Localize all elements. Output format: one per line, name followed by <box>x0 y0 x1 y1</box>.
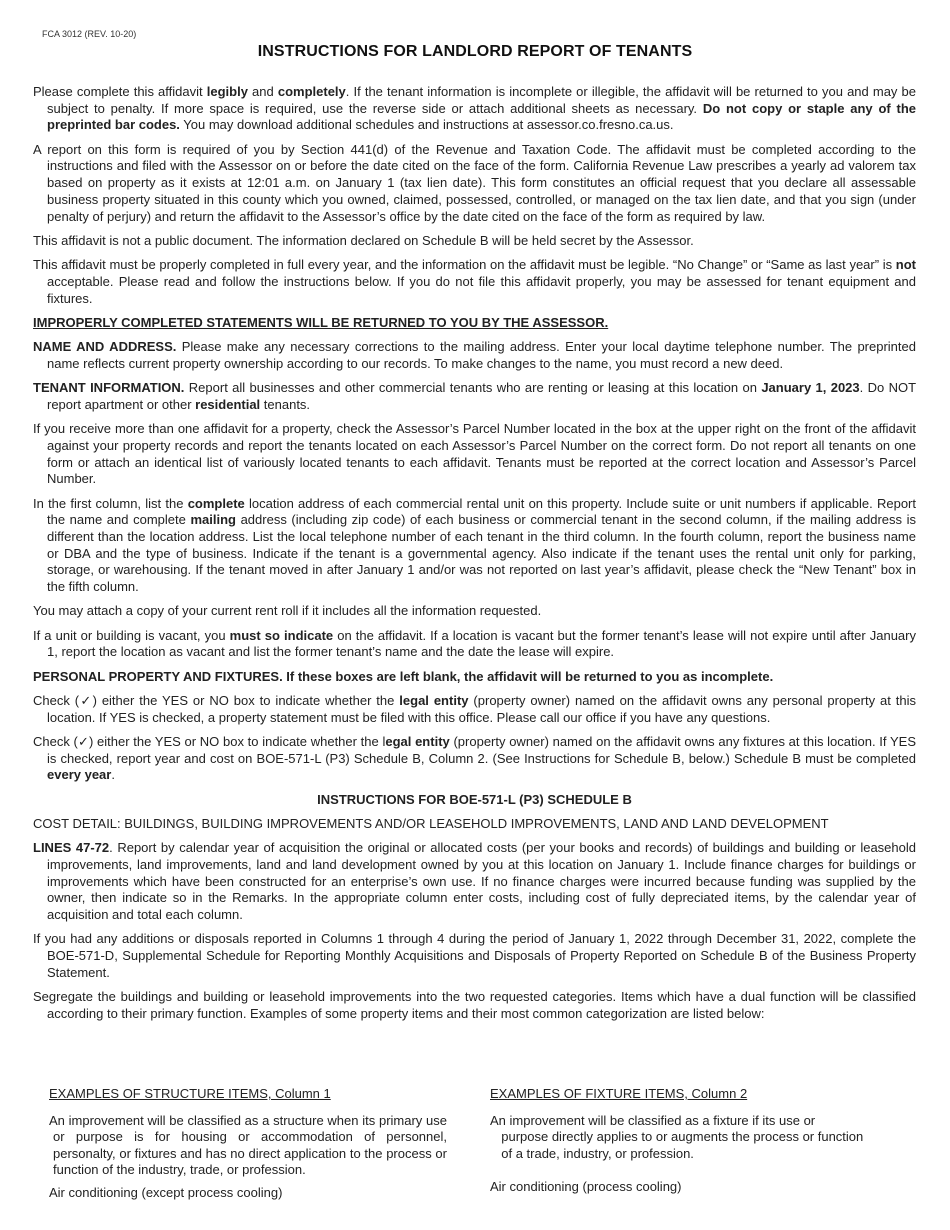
page-title: INSTRUCTIONS FOR LANDLORD REPORT OF TENANTS <box>257 43 693 60</box>
paragraph-tenant-information: TENANT INFORMATION. Report all businesses and other commercial tenants who are renting or leasing at this location on January 1, 2023. Do NOT report apartment or other residential tenants. <box>33 380 917 412</box>
paragraph-columns: In the first column, list the complete location address of each commercial rental unit on this property. Include suite or unit numbers if applicable. Report the name and complete mailing address (including zip code) of each business or commercial tenant in the second column, if the mailing address is different than the location address. List the local telephone number of each tenant in the third column. In the fourth column, report the business name or DBA and the type of business. Indicate if the tenant is a governmental agency. Also indicate if the tenant uses the rental unit only for parking, storage, or warehousing. If the tenant moved in after January 1 and/or was not reported on last year’s affidavit, please check the “New Tenant” box in the fifth column. <box>33 495 916 595</box>
paragraph-lines-47-72: LINES 47-72. Report by calendar year of acquisition the original or allocated costs (per your books and records) of buildings and building or leasehold improvements, land improvements, land and land development owned by you at this location on January 1. Include finance charges for buildings or improvements which have been constructed for an enterprise’s own use. If no finance charges were incurred because funding was supplied by the owner, then indicate so in the Remarks. In the appropriate column enter costs, including cost of fully depreciated items, by the calendar year of acquisition and total each column. <box>33 840 916 923</box>
paragraph-check-fixtures: Check (✓) either the YES or NO box to indicate whether the legal entity (property owner) named on the affidavit owns any fixtures at this location. If YES is checked, report year and cost on BOE-571-L (P3) Schedule B, Column 2. (See Instructions for Schedule B, below.) Schedule B must be completed every year. <box>33 733 917 783</box>
warning-heading: IMPROPERLY COMPLETED STATEMENTS WILL BE RETURNED TO YOU BY THE ASSESSOR. <box>33 314 609 330</box>
schedule-b-heading: INSTRUCTIONS FOR BOE-571-L (P3) SCHEDULE B <box>317 791 632 807</box>
instructions-body <box>33 84 916 1030</box>
personal-property-heading: PERSONAL PROPERTY AND FIXTURES. If these boxes are left blank, the affidavit will be returned to you as incomplete. <box>33 668 774 684</box>
fixture-items-column <box>490 1086 895 1196</box>
fixture-items-description: An improvement will be classified as a fixture if its use or purpose directly applies to or augments the process or function of a trade, industry, or profession. <box>490 1112 864 1161</box>
paragraph-segregate: Segregate the buildings and building or leasehold improvements into the two requested categories. Items which have a dual function will be classified according to their primary function. Examples of some property items and their most common categorization are listed below: <box>33 989 916 1021</box>
structure-example-item: Air conditioning (except process cooling) <box>49 1184 283 1200</box>
structure-items-heading: EXAMPLES OF STRUCTURE ITEMS, Column 1 <box>49 1086 331 1101</box>
paragraph-name-address: NAME AND ADDRESS. Please make any necessary corrections to the mailing address. Enter your local daytime telephone number. The preprinted name reflects current property ownership according to our records. To make changes to the name, you must record a new deed. <box>33 339 916 371</box>
paragraph-legal-requirement: A report on this form is required of you by Section 441(d) of the Revenue and Taxation Code. The affidavit must be completed according to the instructions and filed with the Assessor on or before the date cited on the face of the form. California Revenue Law prescribes a yearly ad valorem tax based on property as it exists at 12:01 a.m. on January 1 (tax lien date). This form constitutes an official request that you declare all assessable business property situated in this county which you owned, claimed, possessed, controlled, or managed on the tax lien date, and that you sign (under penalty of perjury) and return the affidavit to the Assessor’s office by the date cited on the face of the form as required by law. <box>33 141 916 224</box>
structure-items-column <box>49 1086 447 1201</box>
paragraph-multiple-affidavits: If you receive more than one affidavit for a property, check the Assessor’s Parcel Number located in the box at the upper right on the front of the affidavit against your property records and report the tenants located on each Assessor’s Parcel Number on the correct form. Do not report all tenants on one form or attach an identical list of variously located tenants to each affidavit. Tenants must be reported at the correct location and Assessor’s Parcel Number. <box>33 421 916 487</box>
paragraph-check-personal-property: Check (✓) either the YES or NO box to indicate whether the legal entity (property owner) named on the affidavit owns any personal property at this location. If YES is checked, a property statement must be filed with this office. Please call our office if you have any questions. <box>33 692 916 725</box>
paragraph-every-year: This affidavit must be properly completed in full every year, and the information on the affidavit must be legible. “No Change” or “Same as last year” is not acceptable. Please read and follow the instructions below. If you do not file this affidavit properly, you may be assessed for tenant equipment and fixtures. <box>33 257 916 306</box>
paragraph-rent-roll: You may attach a copy of your current rent roll if it includes all the information requested. <box>33 603 542 619</box>
structure-items-description: An improvement will be classified as a structure when its primary use or purpose is for housing or accommodation of personnel, personalty, or fixtures and has no direct application to the process or function of the industry, trade, or profession. <box>49 1112 447 1177</box>
paragraph-additions-disposals: If you had any additions or disposals reported in Columns 1 through 4 during the period of January 1, 2022 through December 31, 2022, complete the BOE-571-D, Supplemental Schedule for Reporting Monthly Acquisitions and Disposals of Property Reported on Schedule B of the Business Property Statement. <box>33 931 916 980</box>
paragraph-confidentiality: This affidavit is not a public document. The information declared on Schedule B will be held secret by the Assessor. <box>33 232 694 248</box>
cost-detail-heading: COST DETAIL: BUILDINGS, BUILDING IMPROVEMENTS AND/OR LEASEHOLD IMPROVEMENTS, LAND AND LAND DEVELOPMENT <box>33 815 829 831</box>
paragraph-completion: Please complete this affidavit legibly and completely. If the tenant information is incomplete or illegible, the affidavit will be returned to you and may be subject to penalty. If more space is required, use the reverse side or attach additional sheets as necessary. Do not copy or staple any of the preprinted bar codes. You may download additional schedules and instructions at assessor.co.fresno.ca.us. <box>33 84 916 133</box>
paragraph-vacant: If a unit or building is vacant, you must so indicate on the affidavit. If a location is vacant but the former tenant’s lease will not expire until after January 1, report the location as vacant and list the former tenant’s name and the date the lease will expire. <box>33 627 916 660</box>
form-id: FCA 3012 (REV. 10-20) <box>42 29 137 39</box>
fixture-items-heading: EXAMPLES OF FIXTURE ITEMS, Column 2 <box>490 1086 748 1101</box>
fixture-example-item: Air conditioning (process cooling) <box>490 1179 682 1194</box>
